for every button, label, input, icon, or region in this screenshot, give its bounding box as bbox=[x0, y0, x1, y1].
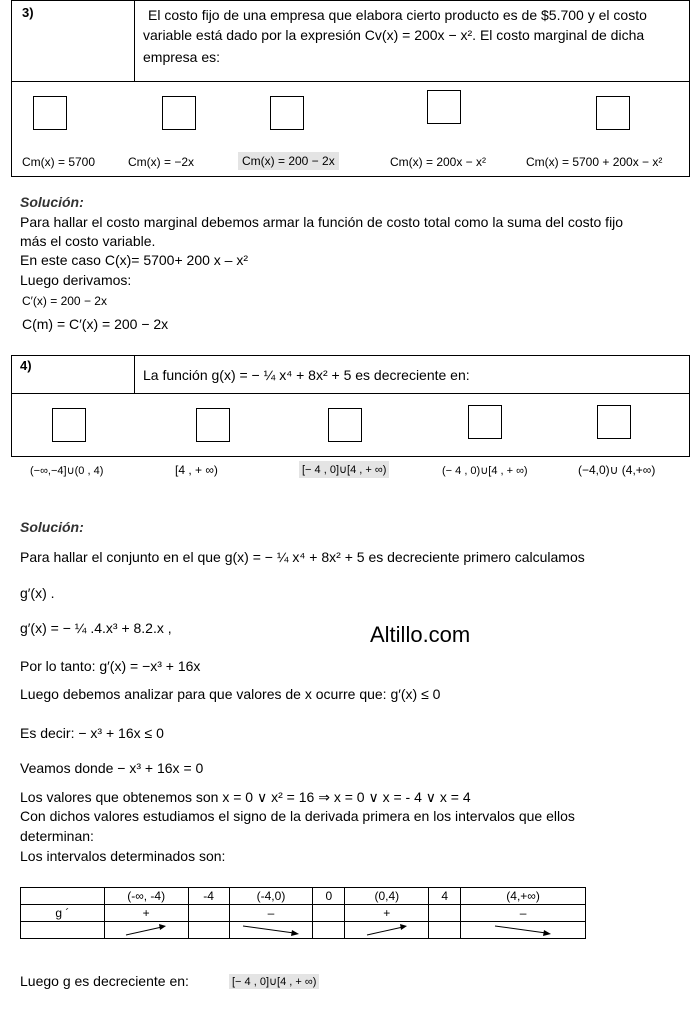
q4-option-4-checkbox[interactable] bbox=[468, 405, 502, 439]
sign-table-header-cell: -4 bbox=[188, 888, 229, 905]
q3-option-4-checkbox[interactable] bbox=[427, 90, 461, 124]
sign-table-sign-row bbox=[21, 905, 586, 922]
q4-option-1: (−∞,−4]∪(0 , 4) bbox=[30, 465, 104, 477]
q4-solution-line8: Los valores que obtenemos son x = 0 ∨ x² = 16 ⇒ x = 0 ∨ x = - 4 ∨ x = 4 bbox=[20, 789, 471, 805]
q3-solution-line5: C′(x) = 200 − 2x bbox=[22, 294, 107, 308]
q3-option-1: Cm(x) = 5700 bbox=[22, 155, 96, 169]
sign-cell: – bbox=[461, 905, 586, 922]
q4-solution-line1: Para hallar el conjunto en el que g(x) = − ¼ x⁴ + 8x² + 5 es decreciente primero calculamos bbox=[20, 549, 585, 565]
sign-cell bbox=[429, 905, 461, 922]
sign-table bbox=[20, 887, 586, 939]
q4-number: 4) bbox=[20, 358, 32, 373]
q3-solution-line3: En este caso C(x)= 5700+ 200 x – x² bbox=[20, 252, 249, 268]
q4-option-3-correct: [− 4 , 0]∪[4 , + ∞) bbox=[299, 461, 389, 478]
q3-statement-line1: El costo fijo de una empresa que elabora cierto producto es de $5.700 y el costo bbox=[148, 7, 647, 23]
sign-table-header-cell bbox=[21, 888, 105, 905]
q3-statement-line2: variable está dado por la expresión Cv(x) = 200x − x². El costo marginal de dicha bbox=[143, 27, 645, 43]
q4-option-5: (−4,0)∪ (4,+∞) bbox=[578, 463, 656, 477]
decreasing-arrow-icon bbox=[493, 923, 553, 937]
q3-solution-line2: más el costo variable. bbox=[20, 233, 156, 249]
sign-cell: + bbox=[104, 905, 188, 922]
q4-option-1-checkbox[interactable] bbox=[52, 408, 86, 442]
sign-table-header-cell: (-∞, -4) bbox=[104, 888, 188, 905]
sign-table-row-label: g ´ bbox=[21, 905, 105, 922]
q3-option-2-checkbox[interactable] bbox=[162, 96, 196, 130]
sign-table-header-cell: (4,+∞) bbox=[461, 888, 586, 905]
sign-cell bbox=[188, 905, 229, 922]
q4-solution-line9: Con dichos valores estudiamos el signo de la derivada primera en los intervalos que ellos bbox=[20, 808, 575, 824]
watermark: Altillo.com bbox=[370, 622, 471, 647]
q3-option-5-checkbox[interactable] bbox=[596, 96, 630, 130]
q4-option-4: (− 4 , 0)∪[4 , + ∞) bbox=[442, 465, 528, 477]
sign-table-arrow-row bbox=[21, 922, 586, 939]
sign-table-header-row bbox=[21, 888, 586, 905]
q4-solution-title: Solución: bbox=[20, 519, 84, 535]
q3-option-3-correct: Cm(x) = 200 − 2x bbox=[238, 152, 339, 170]
q3-option-3-checkbox[interactable] bbox=[270, 96, 304, 130]
q3-number: 3) bbox=[22, 5, 34, 20]
q4-conclusion-label: Luego g es decreciente en: bbox=[20, 973, 189, 989]
q4-option-5-checkbox[interactable] bbox=[597, 405, 631, 439]
q3-statement-line3: empresa es: bbox=[143, 49, 221, 65]
sign-table-header-cell: (0,4) bbox=[345, 888, 429, 905]
q4-solution-line6: Es decir: − x³ + 16x ≤ 0 bbox=[20, 725, 164, 741]
sign-cell: – bbox=[229, 905, 313, 922]
q4-solution-line10: determinan: bbox=[20, 828, 94, 844]
q3-solution-line4: Luego derivamos: bbox=[20, 272, 132, 288]
q4-solution-line7: Veamos donde − x³ + 16x = 0 bbox=[20, 760, 204, 776]
q3-solution-title: Solución: bbox=[20, 194, 84, 210]
sign-cell bbox=[313, 905, 345, 922]
q3-solution-line6: C(m) = C′(x) = 200 − 2x bbox=[22, 316, 169, 332]
sign-cell: + bbox=[345, 905, 429, 922]
q4-option-2: [4 , + ∞) bbox=[175, 463, 218, 477]
q4-conclusion-value: [− 4 , 0]∪[4 , + ∞) bbox=[229, 974, 319, 989]
q4-statement: La función g(x) = − ¼ x⁴ + 8x² + 5 es decreciente en: bbox=[143, 367, 470, 383]
q3-option-2: Cm(x) = −2x bbox=[128, 155, 195, 169]
q3-option-4: Cm(x) = 200x − x² bbox=[390, 155, 487, 169]
q3-option-1-checkbox[interactable] bbox=[33, 96, 67, 130]
q4-solution-line4: Por lo tanto: g′(x) = −x³ + 16x bbox=[20, 658, 201, 674]
q4-solution-line5: Luego debemos analizar para que valores de x ocurre que: g′(x) ≤ 0 bbox=[20, 686, 441, 702]
q4-solution-line11: Los intervalos determinados son: bbox=[20, 848, 226, 864]
q4-option-3-checkbox[interactable] bbox=[328, 408, 362, 442]
q4-option-2-checkbox[interactable] bbox=[196, 408, 230, 442]
sign-table-header-cell: (-4,0) bbox=[229, 888, 313, 905]
q4-solution-line2: g′(x) . bbox=[20, 585, 55, 601]
increasing-arrow-icon bbox=[124, 923, 168, 937]
decreasing-arrow-icon bbox=[241, 923, 301, 937]
sign-table-header-cell: 0 bbox=[313, 888, 345, 905]
sign-table-header-cell: 4 bbox=[429, 888, 461, 905]
q3-solution-line1: Para hallar el costo marginal debemos armar la función de costo total como la suma del costo fijo bbox=[20, 214, 624, 230]
q4-solution-line3: g′(x) = − ¼ .4.x³ + 8.2.x , bbox=[20, 620, 172, 636]
increasing-arrow-icon bbox=[365, 923, 409, 937]
q3-option-5: Cm(x) = 5700 + 200x − x² bbox=[526, 155, 663, 169]
